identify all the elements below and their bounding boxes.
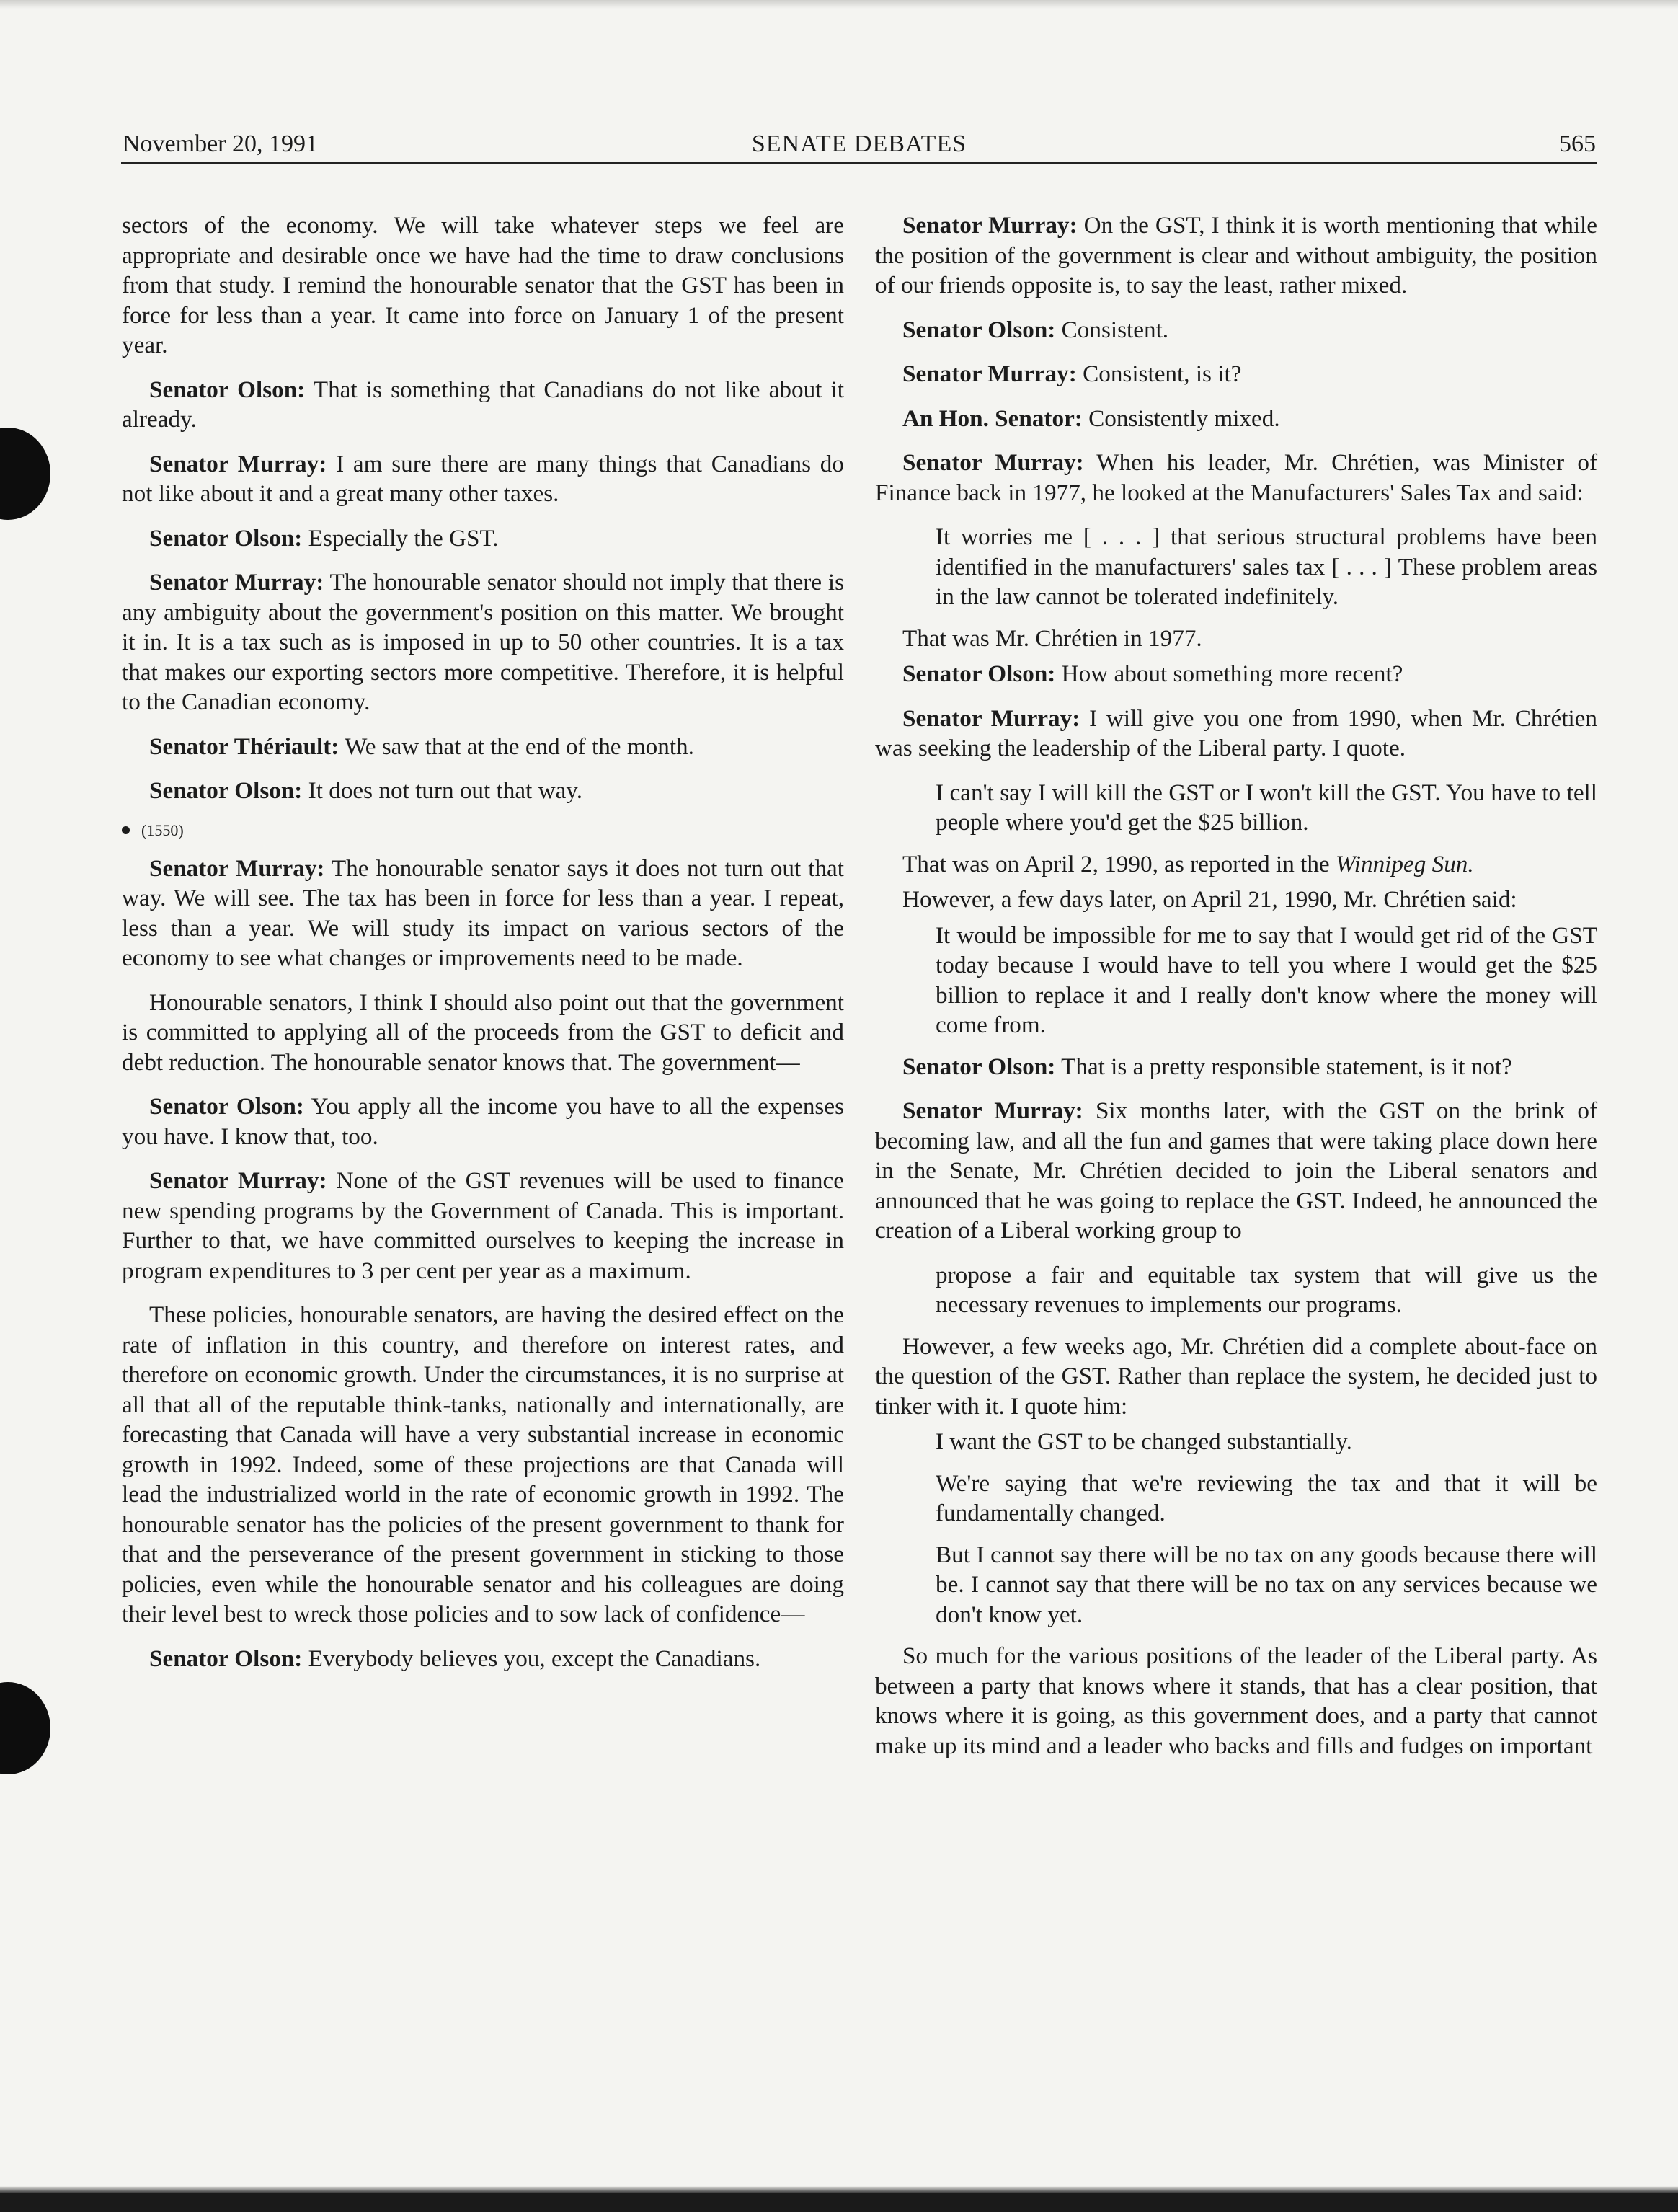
block-quote: It worries me [ . . . ] that serious structural problems have been identified in the manufacturers' sales tax [ . . . ] These problem areas in the law cannot be tolerated indefinitely.: [936, 523, 1597, 610]
speaker-name: Senator Olson:: [149, 777, 303, 804]
scan-top-edge: [0, 0, 1678, 9]
speech-paragraph: [875, 359, 1597, 389]
speech-paragraph: [122, 523, 844, 554]
speaker-name: Senator Murray:: [902, 449, 1084, 476]
page-number: 565: [1559, 130, 1596, 157]
speech-text: I am sure there are many things that Canadians do not like about it and a great many other taxes.: [122, 450, 844, 507]
speech-paragraph: [875, 1052, 1597, 1082]
speaker-name: Senator Olson:: [902, 660, 1056, 687]
speech-paragraph: [875, 211, 1597, 301]
speech-text: Six months later, with the GST on the brink of becoming law, and all the fun and games that were taking place down here in the Senate, Mr. Chrétien decided to join the Liberal senators and announced that he was going to replace the GST. Indeed, he announced the creation of a Liberal working group to: [875, 1097, 1598, 1244]
punch-hole-lower: [0, 1682, 50, 1774]
speech-text: Especially the GST.: [302, 524, 499, 552]
paragraph-text: That was on April 2, 1990, as reported in the: [902, 850, 1336, 877]
speaker-name: Senator Murray:: [902, 360, 1077, 387]
right-column: [875, 211, 1597, 1955]
block-quote: I can't say I will kill the GST or I won't kill the GST. You have to tell people where you'd get the $25 billion.: [936, 779, 1597, 836]
speaker-name: Senator Olson:: [149, 1093, 304, 1120]
speech-text: That is a pretty responsible statement, is it not?: [1055, 1053, 1512, 1080]
speech-text: On the GST, I think it is worth mentioning that while the position of the government is clear and without ambiguity, the position of our friends opposite is, to say the least, rather mixed.: [875, 212, 1597, 298]
speech-text: Consistent, is it?: [1076, 360, 1242, 387]
block-quote: But I cannot say there will be no tax on any goods because there will be. I cannot say that there will be no tax on any services because we don't know yet.: [936, 1541, 1597, 1628]
speech-text: You apply all the income you have to all the expenses you have. I know that, too.: [122, 1093, 844, 1150]
speaker-name: Senator Olson:: [902, 1053, 1056, 1080]
speech-text: We saw that at the end of the month.: [339, 733, 694, 760]
speech-paragraph: [122, 776, 844, 806]
speaker-name: Senator Murray:: [902, 1097, 1083, 1124]
speech-paragraph: [122, 1092, 844, 1151]
punch-hole-upper: [0, 428, 50, 520]
scan-bottom-edge: [0, 2193, 1678, 2212]
speaker-name: Senator Olson:: [902, 316, 1056, 343]
block-quote: It would be impossible for me to say that I would get rid of the GST today because I would have to tell you where I would get the $25 billion to replace it and I really don't know where the money will come from.: [936, 921, 1597, 1038]
speech-text: How about something more recent?: [1055, 660, 1403, 687]
speech-text: The honourable senator says it does not turn out that way. We will see. The tax has been in force for less than a year. I repeat, less than a year. We will study its impact on various sectors of the economy to see what changes or improvements need to be made.: [122, 854, 844, 971]
speaker-name: Senator Murray:: [902, 704, 1080, 732]
paragraph: So much for the various positions of the leader of the Liberal party. As between a party that knows where it stands, that has a clear position, that knows where it is going, as this government does, and a party that cannot make up its mind and a leader who backs and fills and fudges on important: [875, 1642, 1597, 1759]
header-title: SENATE DEBATES: [751, 130, 967, 157]
speech-paragraph: [875, 404, 1597, 434]
speaker-name: Senator Olson:: [149, 524, 303, 552]
paragraph: However, a few weeks ago, Mr. Chrétien did a complete about-face on the question of the GST. Rather than replace the system, he decided just to tinker with it. I quote him:: [875, 1332, 1597, 1420]
speaker-name: Senator Thériault:: [149, 733, 339, 760]
speech-paragraph: [875, 315, 1597, 345]
speech-paragraph: [122, 567, 844, 717]
paragraph: Honourable senators, I think I should also point out that the government is committed to applying all of the proceeds from the GST to deficit and debt reduction. The honourable senator knows that. The government—: [122, 988, 844, 1076]
speech-paragraph: [122, 449, 844, 509]
speech-paragraph: [122, 854, 844, 973]
speech-text: Consistently mixed.: [1082, 404, 1280, 432]
speech-text: That is something that Canadians do not like about it already.: [122, 376, 844, 433]
speaker-name: Senator Murray:: [149, 854, 325, 882]
speaker-name: An Hon. Senator:: [902, 404, 1083, 432]
speaker-name: Senator Murray:: [902, 212, 1078, 239]
speech-text: Everybody believes you, except the Canadians.: [302, 1645, 761, 1672]
time-marker: [122, 820, 844, 841]
block-quote: propose a fair and equitable tax system that will give us the necessary revenues to implements our programs.: [936, 1261, 1597, 1318]
paragraph: These policies, honourable senators, are having the desired effect on the rate of inflation in this country, and therefore on interest rates, and therefore on economic growth. Under the circumstances, it is no surprise at all that all of the reputable think-tanks, nationally and internationally, are forecasting that Canada will have a very substantial increase in economic growth in 1992. Indeed, some of these projections are that Canada will lead the industrialized world in the rate of economic growth in 1992. The honourable senator has the policies of the present government to thank for that and the perseverance of the present government in sticking to those policies, even while the honourable senator and his colleagues are doing their level best to wreck those policies and to sow lack of confidence—: [122, 1301, 844, 1627]
paragraph: [875, 849, 1597, 880]
speech-paragraph: [122, 1166, 844, 1286]
speaker-name: Senator Murray:: [149, 450, 327, 477]
block-quote: I want the GST to be changed substantially.: [936, 1428, 1352, 1455]
paragraph: sectors of the economy. We will take whatever steps we feel are appropriate and desirable once we have had the time to draw conclusions from that study. I remind the honourable senator that the GST has been in force for less than a year. It came into force on January 1 of the present year.: [122, 212, 844, 358]
left-column: [122, 211, 844, 1955]
speech-paragraph: [875, 1096, 1597, 1246]
speech-text: When his leader, Mr. Chrétien, was Minister of Finance back in 1977, he looked at the Manufacturers' Sales Tax and said:: [875, 449, 1598, 506]
speech-paragraph: [875, 448, 1597, 508]
speech-text: The honourable senator should not imply that there is any ambiguity about the government's position on this matter. We brought it in. It is a tax such as is imposed in up to 50 other countries. It is a tax that makes our exporting sectors more competitive. Therefore, it is helpful to the Canadian economy.: [122, 569, 845, 715]
block-quote: We're saying that we're reviewing the tax and that it will be fundamentally changed.: [936, 1469, 1597, 1526]
paragraph: That was Mr. Chrétien in 1977.: [902, 624, 1202, 652]
page-header: [121, 126, 1597, 164]
speaker-name: Senator Murray:: [149, 569, 324, 596]
speech-paragraph: [122, 1644, 844, 1674]
paragraph: However, a few days later, on April 21, 1990, Mr. Chrétien said:: [902, 886, 1517, 913]
header-date: November 20, 1991: [123, 130, 319, 157]
speech-paragraph: [875, 704, 1597, 764]
bullet-icon: [122, 826, 130, 834]
time-marker-text: (1550): [141, 820, 184, 839]
speech-text: None of the GST revenues will be used to finance new spending programs by the Government of Canada. This is important. Further to that, we have committed ourselves to keeping the increase in program expenditures to 3 per cent per year as a maximum.: [122, 1167, 844, 1284]
speech-text: Consistent.: [1055, 316, 1169, 343]
speech-text: I will give you one from 1990, when Mr. Chrétien was seeking the leadership of the Liberal party. I quote.: [875, 704, 1597, 761]
newspaper-title: Winnipeg Sun.: [1335, 850, 1474, 877]
speech-paragraph: [122, 732, 844, 762]
speech-text: It does not turn out that way.: [302, 777, 583, 804]
speaker-name: Senator Olson:: [149, 1645, 303, 1672]
speaker-name: Senator Olson:: [149, 376, 306, 403]
speaker-name: Senator Murray:: [149, 1167, 327, 1194]
speech-paragraph: [122, 375, 844, 435]
speech-paragraph: [875, 659, 1597, 689]
